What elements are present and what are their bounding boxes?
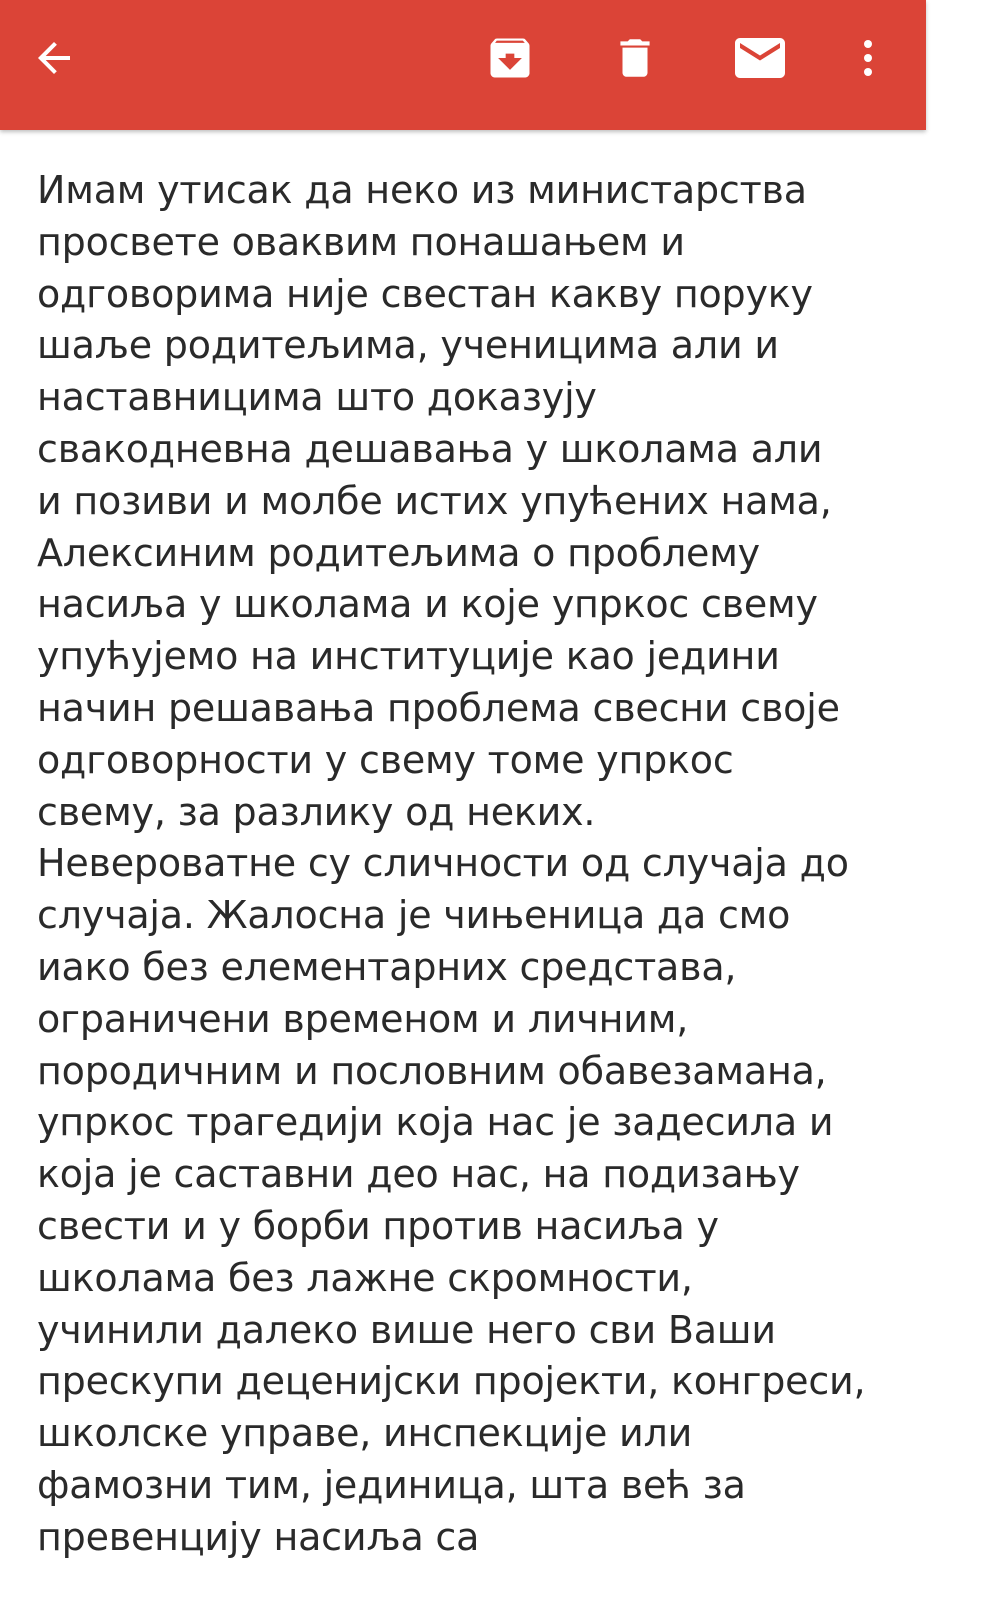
archive-button[interactable]	[480, 28, 540, 88]
back-button[interactable]	[24, 28, 84, 88]
email-text-line: просвете оваквим понашањем и	[37, 219, 685, 264]
mail-button[interactable]	[730, 28, 790, 88]
email-text-line: иако без елементарних средстава,	[37, 944, 737, 989]
email-body	[37, 165, 937, 1564]
email-text-line: ограничени временом и личним,	[37, 996, 689, 1041]
email-text-line: шаље родитељима, ученицима али и	[37, 323, 779, 368]
email-text-line: упућујемо на институције као једини	[37, 634, 780, 679]
email-text-line: свему, за разлику од неких.	[37, 789, 596, 834]
email-text-line: одговорности у свему томе упркос	[37, 737, 734, 782]
email-text-line: Невероватне су сличности од случаја до	[37, 841, 849, 886]
email-text-line: школама без лажне скромности,	[37, 1255, 693, 1300]
email-text-line: прескупи деценијски пројекти, конгреси,	[37, 1359, 866, 1404]
email-text-line: начин решавања проблема свесни своје	[37, 685, 840, 730]
app-bar	[0, 0, 926, 130]
email-text-line: упркос трагедији која нас је задесила и	[37, 1100, 834, 1145]
email-text-line: школске управе, инспекције или	[37, 1411, 693, 1456]
email-text-line: свести и у борби против насиља у	[37, 1203, 719, 1248]
delete-button[interactable]	[605, 28, 665, 88]
email-text-line: одговорима није свестан какву поруку	[37, 271, 813, 316]
email-text-line: превенцију насиља са	[37, 1514, 480, 1559]
email-text-line: Имам утисак да неко из министарства	[37, 168, 807, 212]
email-text-line: породичним и пословним обавезамана,	[37, 1048, 827, 1093]
email-text-line: насиља у школама и које упркос свему	[37, 582, 818, 627]
email-text-line: која је саставни део нас, на подизању	[37, 1152, 800, 1197]
email-text-line: наставницима што доказују	[37, 375, 597, 420]
email-text-line: случаја. Жалосна је чињеница да смо	[37, 893, 791, 938]
more-vert-icon	[844, 34, 892, 82]
email-text-line: Алексиним родитељима о проблему	[37, 530, 760, 575]
arrow-back-icon	[30, 34, 78, 82]
email-text-line: и позиви и молбе истих упућених нама,	[37, 478, 832, 523]
email-text-line: свакодневна дешавања у школама али	[37, 426, 823, 471]
more-options-button[interactable]	[838, 28, 898, 88]
email-text-line: учинили далеко више него сви Ваши	[37, 1307, 776, 1352]
archive-icon	[484, 32, 536, 84]
email-text-line: фамозни тим, јединица, шта већ за	[37, 1462, 746, 1507]
trash-icon	[610, 33, 660, 83]
mail-icon	[730, 28, 790, 88]
